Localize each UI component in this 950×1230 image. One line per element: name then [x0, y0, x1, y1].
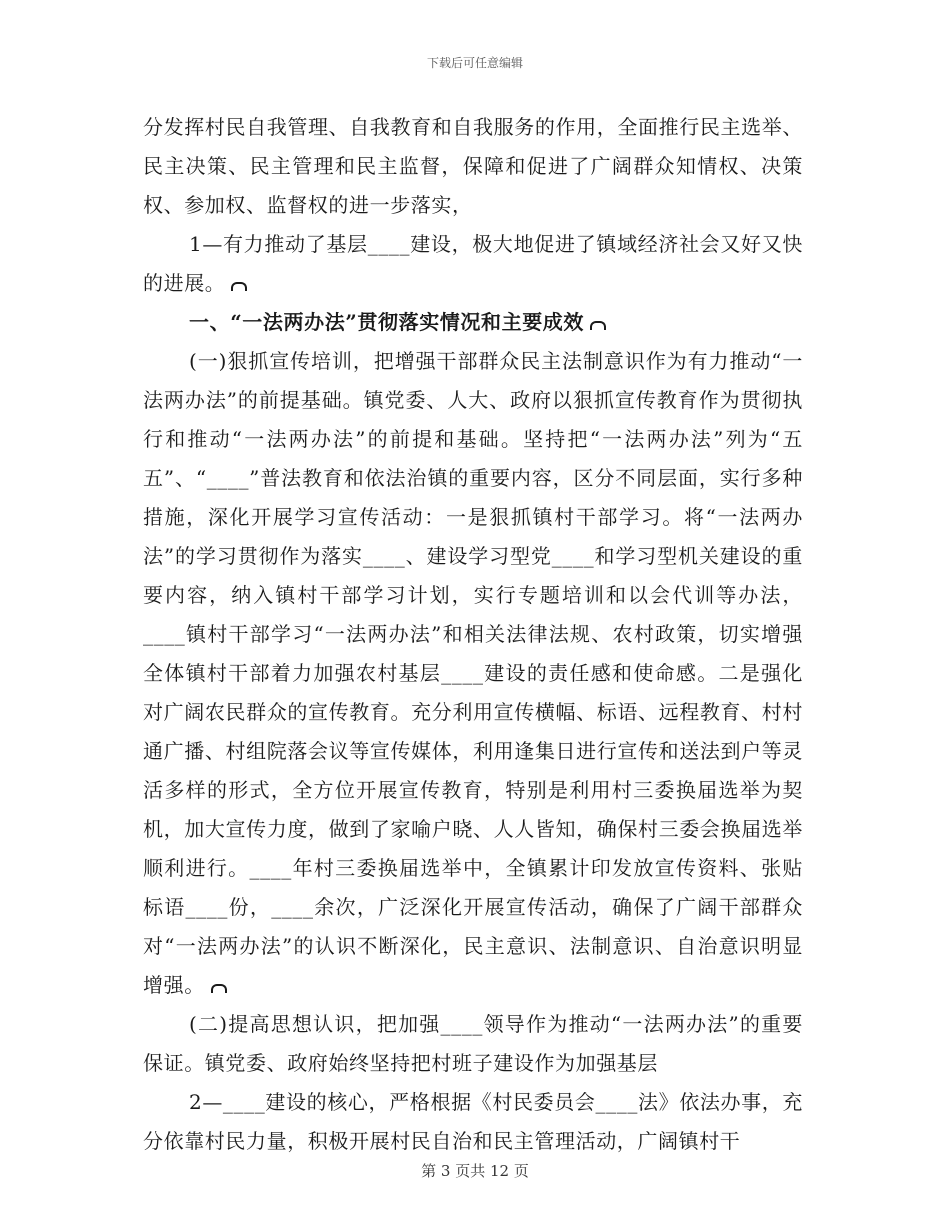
paragraph-text: 1—有力推动了基层____建设，极大地促进了镇域经济社会又好又快的进展。: [143, 232, 803, 295]
paragraph-mark-icon: [229, 279, 249, 291]
paragraph-mark-icon: [588, 318, 608, 330]
paragraph-text: (二)提高思想认识，把加强____领导作为推动“一法两办法”的重要保证。镇党委、政府始终坚持把村班子建设作为加强基层: [143, 1012, 803, 1075]
paragraph-2: [143, 1083, 803, 1161]
paragraph-section-1: [143, 342, 803, 1005]
paragraph-text: (一)狠抓宣传培训，把增强干部群众民主法制意识作为有力推动“一法两办法”的前提基础。镇党委、人大、政府以狠抓宣传教育作为贯彻执行和推动“一法两办法”的前提和基础。坚持把“一法两办法”列为“五五”、“____”普法教育和依法治镇的重要内容，区分不同层面，实行多种措施，深化开展学习宣传活动：一是狠抓镇村干部学习。将“一法两办法”的学习贯彻作为落实____、建设学习型党____和学习型机关建设的重要内容，纳入镇村干部学习计划，实行专题培训和以会代训等办法，____镇村干部学习“一法两办法”和相关法律法规、农村政策，切实增强全体镇村干部着力加强农村基层____建设的责任感和使命感。二是强化对广阔农民群众的宣传教育。充分利用宣传横幅、标语、远程教育、村村通广播、村组院落会议等宣传媒体，利用逢集日进行宣传和送法到户等灵活多样的形式，全方位开展宣传教育，特别是利用村三委换届选举为契机，加大宣传力度，做到了家喻户晓、人人皆知，确保村三委会换届选举顺利进行。____年村三委换届选举中，全镇累计印发放宣传资料、张贴标语____份，____余次，广泛深化开展宣传活动，确保了广阔干部群众对“一法两办法”的认识不断深化，民主意识、法制意识、自治意识明显增强。: [143, 349, 803, 997]
paragraph-continuation: [143, 108, 803, 225]
paragraph-text: 2—____建设的核心，严格根据《村民委员会____法》依法办事，充分依靠村民力量，积极开展村民自治和民主管理活动，广阔镇村干: [143, 1090, 803, 1153]
section-heading-text: 一、“一法两办法”贯彻落实情况和主要成效: [189, 310, 585, 334]
paragraph-section-2: [143, 1005, 803, 1083]
page-number: 第 3 页共 12 页: [421, 1162, 529, 1180]
document-body: [143, 108, 803, 1161]
paragraph-1: [143, 225, 803, 303]
page-header: 下载后可任意编辑: [426, 56, 523, 70]
paragraph-text: 分发挥村民自我管理、自我教育和自我服务的作用，全面推行民主选举、民主决策、民主管理和民主监督，保障和促进了广阔群众知情权、决策权、参加权、监督权的进一步落实，: [143, 115, 803, 217]
section-heading: [143, 303, 803, 342]
paragraph-mark-icon: [209, 981, 229, 993]
